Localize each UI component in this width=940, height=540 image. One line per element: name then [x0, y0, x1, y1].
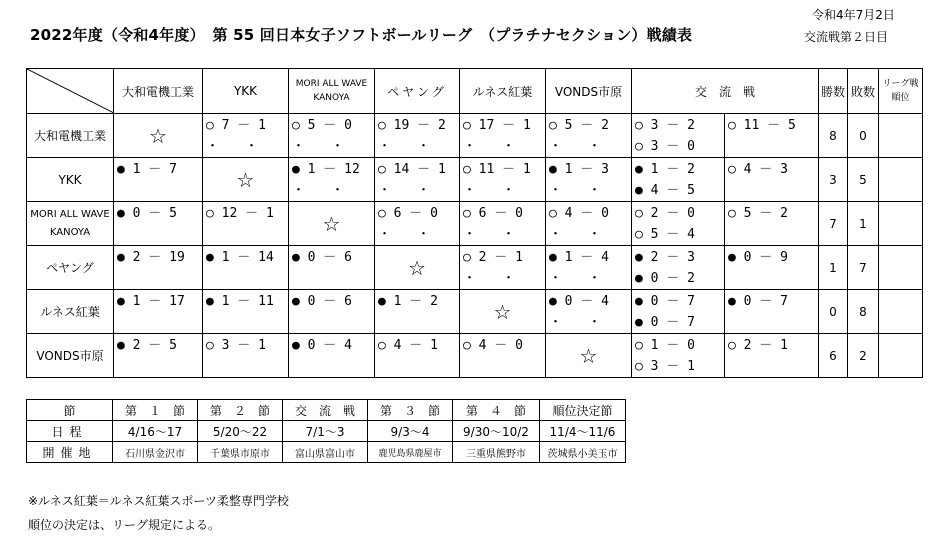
score-cell [375, 202, 460, 246]
score-line: ・ ・ [549, 314, 602, 330]
score-line [114, 312, 202, 333]
score-line [114, 224, 202, 245]
col-header: VONDS市原 [546, 69, 632, 114]
score-line: ● 0 － 7 [635, 314, 695, 330]
score-line [114, 180, 202, 201]
schedule-date: 9/30～10/2 [453, 421, 540, 442]
row-team-label: ペヤング [27, 246, 114, 290]
score-line: ○ 6 － 0 [463, 205, 523, 221]
score-cell [289, 334, 375, 378]
score-cell [289, 246, 375, 290]
score-line [460, 356, 545, 377]
score-cell [546, 114, 632, 158]
score-line: ○ 7 － 1 [206, 117, 266, 133]
schedule-header: 第 ２ 節 [198, 400, 283, 421]
score-line [203, 356, 288, 377]
score-cell [114, 202, 203, 246]
score-line: ・ ・ [549, 270, 602, 286]
col-header: 勝数 [819, 69, 848, 114]
score-line: ○ 2 － 0 [635, 205, 695, 221]
self-match-star: ☆ [375, 246, 460, 290]
session-label: 交流戦第２日目 [804, 30, 889, 44]
score-line: ○ 5 － 2 [549, 117, 609, 133]
interleague-cell [725, 290, 819, 334]
score-cell [460, 114, 546, 158]
score-line: ● 0 － 9 [728, 249, 788, 265]
score-line: ● 1 － 2 [635, 161, 695, 177]
wins-count: 6 [819, 334, 848, 378]
score-line: ● 1 － 2 [378, 293, 438, 309]
results-table [26, 68, 923, 378]
dates-label: 日程 [27, 421, 113, 442]
schedule-table [26, 399, 626, 463]
losses-count: 7 [848, 246, 879, 290]
score-line: ○ 4 － 1 [378, 337, 438, 353]
row-team-label: 大和電機工業 [27, 114, 114, 158]
schedule-header: 第 １ 節 [113, 400, 198, 421]
score-cell [203, 246, 289, 290]
schedule-header-row [27, 400, 626, 421]
score-cell [546, 202, 632, 246]
score-line [725, 356, 818, 377]
score-line: ● 2 － 3 [635, 249, 695, 265]
wins-count: 0 [819, 290, 848, 334]
results-row [27, 246, 923, 290]
score-line: ○ 14 － 1 [378, 161, 446, 177]
schedule-dates-row [27, 421, 626, 442]
losses-count: 2 [848, 334, 879, 378]
league-rank [879, 202, 923, 246]
score-line: ● 0 － 6 [292, 293, 352, 309]
wins-count: 7 [819, 202, 848, 246]
schedule-venue: 茨城県小美玉市 [540, 442, 626, 463]
score-line: ・ ・ [292, 182, 345, 198]
score-line: ● 0 － 6 [292, 249, 352, 265]
score-line: ○ 4 － 0 [463, 337, 523, 353]
score-line: ○ 3 － 2 [635, 117, 695, 133]
interleague-cell [632, 246, 725, 290]
score-cell [375, 334, 460, 378]
score-cell [375, 114, 460, 158]
score-cell [289, 158, 375, 202]
score-cell [203, 202, 289, 246]
score-line: ○ 1 － 0 [635, 337, 695, 353]
schedule-date: 5/20～22 [198, 421, 283, 442]
score-line: ○ 4 － 3 [728, 161, 788, 177]
col-header: YKK [203, 69, 289, 114]
col-header: MORI ALL WAVE KANOYA [289, 69, 375, 114]
schedule-venue: 鹿児島県鹿屋市 [368, 442, 453, 463]
row-team-label: YKK [27, 158, 114, 202]
score-cell [460, 246, 546, 290]
score-line: ○ 3 － 1 [635, 358, 695, 374]
schedule-venue: 富山県富山市 [283, 442, 368, 463]
schedule-date: 7/1～3 [283, 421, 368, 442]
col-header: 交 流 戦 [632, 69, 819, 114]
score-line [375, 312, 459, 333]
interleague-cell [632, 114, 725, 158]
score-line: ・ ・ [206, 138, 259, 154]
score-cell [375, 158, 460, 202]
losses-count: 1 [848, 202, 879, 246]
score-line: ○ 5 － 4 [635, 226, 695, 242]
results-row [27, 334, 923, 378]
score-line: ・ ・ [378, 182, 431, 198]
score-line: ● 2 － 5 [117, 337, 177, 353]
score-line: ● 1 － 12 [292, 161, 360, 177]
score-line: ○ 2 － 1 [728, 337, 788, 353]
score-line: ・ ・ [463, 270, 516, 286]
score-cell [114, 158, 203, 202]
score-line: ● 0 － 4 [292, 337, 352, 353]
results-row [27, 290, 923, 334]
schedule-venues-row [27, 442, 626, 463]
results-row [27, 158, 923, 202]
schedule-venue: 千葉県市原市 [198, 442, 283, 463]
wins-count: 3 [819, 158, 848, 202]
results-row [27, 202, 923, 246]
interleague-cell [632, 202, 725, 246]
page-title: 2022年度（令和4年度） 第 55 回日本女子ソフトボールリーグ （プラチナセクション）戦績表 [30, 26, 693, 44]
schedule-date: 4/16～17 [113, 421, 198, 442]
score-line: ● 4 － 5 [635, 182, 695, 198]
score-line [289, 356, 374, 377]
score-line: ● 1 － 17 [117, 293, 185, 309]
score-line: ● 1 － 14 [206, 249, 274, 265]
score-line: ○ 3 － 0 [635, 138, 695, 154]
footnote: 順位の決定は、リーグ規定による。 [28, 518, 221, 532]
venue-label: 開催地 [27, 442, 113, 463]
score-cell [546, 158, 632, 202]
score-line: ● 1 － 4 [549, 249, 609, 265]
score-line: ○ 11 － 5 [728, 117, 796, 133]
score-line [114, 356, 202, 377]
self-match-star: ☆ [114, 114, 203, 158]
score-cell [546, 246, 632, 290]
league-rank [879, 246, 923, 290]
score-cell [289, 114, 375, 158]
schedule-date: 11/4～11/6 [540, 421, 626, 442]
self-match-star: ☆ [289, 202, 375, 246]
league-rank [879, 114, 923, 158]
row-team-label: MORI ALL WAVE KANOYA [27, 202, 114, 246]
score-cell [460, 158, 546, 202]
score-line: ・ ・ [463, 138, 516, 154]
score-cell [460, 334, 546, 378]
losses-count: 5 [848, 158, 879, 202]
score-cell [203, 114, 289, 158]
score-cell [375, 290, 460, 334]
league-rank [879, 334, 923, 378]
results-header-row [27, 69, 923, 114]
document-date: 令和4年7月2日 [812, 8, 895, 22]
league-rank [879, 158, 923, 202]
score-line [375, 356, 459, 377]
interleague-cell [725, 334, 819, 378]
score-line [289, 312, 374, 333]
score-line: ・ ・ [549, 226, 602, 242]
score-line: ○ 6 － 0 [378, 205, 438, 221]
score-line: ○ 12 － 1 [206, 205, 274, 221]
score-line [289, 268, 374, 289]
score-line: ・ ・ [292, 138, 345, 154]
score-cell [114, 334, 203, 378]
score-cell [114, 290, 203, 334]
score-line: ・ ・ [549, 138, 602, 154]
score-line: ○ 19 － 2 [378, 117, 446, 133]
col-header: ペヤング [375, 69, 460, 114]
interleague-cell [632, 290, 725, 334]
score-line: ・ ・ [549, 182, 602, 198]
self-match-star: ☆ [546, 334, 632, 378]
losses-count: 8 [848, 290, 879, 334]
score-line: ● 1 － 3 [549, 161, 609, 177]
score-line [203, 312, 288, 333]
score-line: ・ ・ [463, 226, 516, 242]
score-line: ・ ・ [463, 182, 516, 198]
schedule-header: 第 ３ 節 [368, 400, 453, 421]
schedule-date: 9/3～4 [368, 421, 453, 442]
score-line: ● 0 － 2 [635, 270, 695, 286]
score-line: ・ ・ [378, 226, 431, 242]
self-match-star: ☆ [460, 290, 546, 334]
schedule-venue: 三重県熊野市 [453, 442, 540, 463]
corner-cell [27, 69, 114, 114]
col-header: リーグ戦順位 [879, 69, 923, 114]
interleague-cell [632, 334, 725, 378]
score-line: ● 0 － 7 [728, 293, 788, 309]
score-line: ○ 5 － 2 [728, 205, 788, 221]
schedule-header: 交 流 戦 [283, 400, 368, 421]
wins-count: 1 [819, 246, 848, 290]
score-line: ● 1 － 11 [206, 293, 274, 309]
score-line: ● 1 － 7 [117, 161, 177, 177]
score-line: ○ 3 － 1 [206, 337, 266, 353]
col-header: ルネス紅葉 [460, 69, 546, 114]
score-line: ○ 2 － 1 [463, 249, 523, 265]
row-team-label: VONDS市原 [27, 334, 114, 378]
score-line: ○ 11 － 1 [463, 161, 531, 177]
score-cell [460, 202, 546, 246]
row-team-label: ルネス紅葉 [27, 290, 114, 334]
score-line [725, 180, 818, 201]
score-line: ● 2 － 19 [117, 249, 185, 265]
schedule-header: 第 ４ 節 [453, 400, 540, 421]
score-line [114, 268, 202, 289]
score-line [725, 312, 818, 333]
score-line: ・ ・ [378, 138, 431, 154]
score-line [725, 268, 818, 289]
score-line: ● 0 － 4 [549, 293, 609, 309]
score-cell [289, 290, 375, 334]
score-cell [203, 334, 289, 378]
score-line: ● 0 － 7 [635, 293, 695, 309]
schedule-header: 順位決定節 [540, 400, 626, 421]
col-header: 大和電機工業 [114, 69, 203, 114]
wins-count: 8 [819, 114, 848, 158]
interleague-cell [725, 246, 819, 290]
score-line [725, 224, 818, 245]
diagonal-line [27, 69, 114, 113]
schedule-header: 節 [27, 400, 113, 421]
score-line [725, 136, 818, 157]
score-line [203, 224, 288, 245]
interleague-cell [725, 202, 819, 246]
interleague-cell [725, 158, 819, 202]
schedule-venue: 石川県金沢市 [113, 442, 198, 463]
losses-count: 0 [848, 114, 879, 158]
score-line: ○ 4 － 0 [549, 205, 609, 221]
interleague-cell [725, 114, 819, 158]
league-rank [879, 290, 923, 334]
score-cell [114, 246, 203, 290]
col-header: 敗数 [848, 69, 879, 114]
results-row [27, 114, 923, 158]
score-line: ○ 17 － 1 [463, 117, 531, 133]
score-line [203, 268, 288, 289]
score-cell [546, 290, 632, 334]
score-line: ○ 5 － 0 [292, 117, 352, 133]
score-cell [203, 290, 289, 334]
footnote: ※ルネス紅葉＝ルネス紅葉スポーツ柔整専門学校 [28, 494, 289, 508]
score-line: ● 0 － 5 [117, 205, 177, 221]
interleague-cell [632, 158, 725, 202]
self-match-star: ☆ [203, 158, 289, 202]
